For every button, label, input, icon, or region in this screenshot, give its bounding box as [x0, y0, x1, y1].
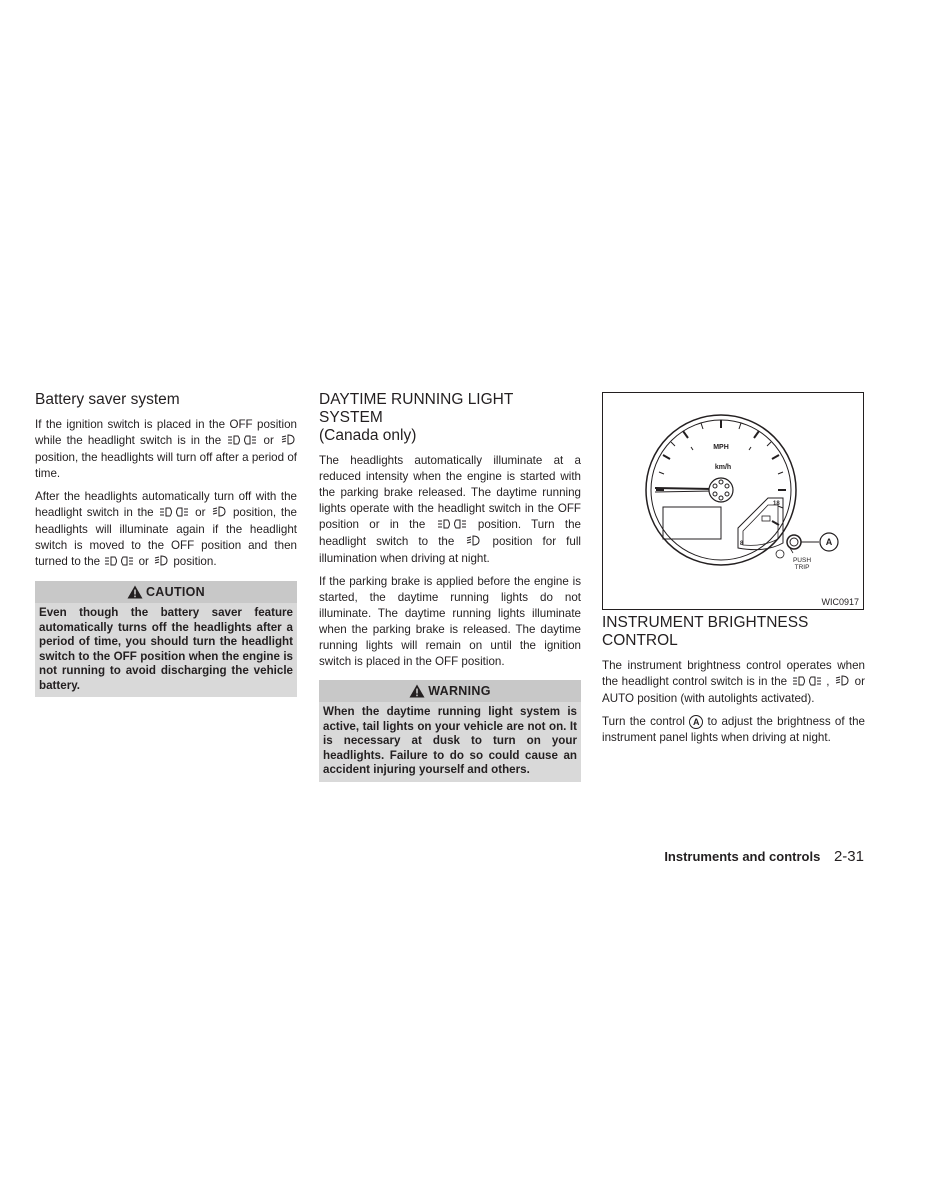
parking-light-icon: [105, 555, 133, 571]
text: position, the headlights will illuminate again if the headlight switch is moved to the OFF position and then turned to the: [35, 506, 297, 568]
instrument-brightness-heading: [602, 614, 865, 650]
text: After the headlights automatically turn off with the headlight switch in the: [35, 490, 297, 519]
text: or: [195, 506, 206, 519]
callout-a-icon: A: [689, 715, 703, 729]
text: or: [138, 555, 149, 568]
text: position, the headlights will turn off after a period of time.: [35, 451, 297, 480]
callout-a-label: A: [825, 537, 833, 547]
text: If the ignition switch is placed in the OFF position while the headlight switch is in the: [35, 418, 297, 447]
text: position. Turn the headlight switch to the: [319, 518, 581, 548]
parking-light-icon: [438, 518, 466, 534]
caution-title: CAUTION: [145, 585, 206, 599]
drl-heading: [319, 391, 581, 445]
text: or AUTO position (with autolights activated).: [602, 675, 865, 705]
text: position.: [173, 555, 217, 568]
instrument-brightness-paragraph-1: [602, 658, 865, 707]
speedometer-illustration: [603, 393, 863, 609]
text: position for full illumination when driving at night.: [319, 535, 581, 565]
section-title: Instruments and controls: [664, 849, 821, 864]
warning-triangle-icon: [127, 585, 143, 599]
warning-triangle-icon: [409, 684, 425, 698]
headlight-icon: [281, 434, 295, 450]
battery-saver-section: [35, 391, 297, 697]
battery-saver-paragraph-2: [35, 489, 297, 571]
kmh-label: km/h: [714, 464, 732, 471]
mph-label: MPH: [713, 444, 729, 451]
warning-title: WARNING: [428, 684, 491, 698]
instrument-brightness-paragraph-2: [602, 714, 865, 746]
speedometer-figure: [602, 392, 864, 610]
text: The headlights automatically illuminate at a reduced intensity when the engine is started with the parking brake released. The daytime running lights operate with the headlight switch in the OFF position or in the: [319, 454, 581, 531]
battery-saver-paragraph-1: [35, 417, 297, 482]
headlight-icon: [212, 506, 226, 522]
drl-paragraph-1: [319, 453, 581, 567]
headlight-icon: [835, 675, 849, 691]
caution-header: [35, 581, 297, 603]
text: or: [263, 434, 274, 447]
daytime-running-light-section: [319, 391, 581, 782]
battery-saver-heading: Battery saver system: [35, 391, 180, 408]
trip-label: TRIP: [794, 564, 810, 571]
page-footer: [664, 848, 864, 865]
parking-light-icon: [228, 434, 256, 450]
heading-line1: INSTRUMENT BRIGHTNESS: [602, 614, 809, 631]
gauge-high-label: 18: [773, 501, 780, 507]
headlight-icon: [154, 555, 168, 571]
text: ,: [826, 675, 830, 688]
headlight-icon: [466, 535, 480, 551]
heading-line2: CONTROL: [602, 632, 678, 649]
warning-text: When the daytime running light system is active, tail lights on your vehicle are not on. It is necessary at dusk to turn on your headlights. Failure to do so could cause an accident injuring yourself and others.: [319, 702, 581, 782]
gauge-low-label: 8: [740, 541, 744, 547]
caution-text: Even though the battery saver feature automatically turns off the headlights after a period of time, you should turn the headlight switch to the OFF position when the engine is not running to avoid discharging the vehicle battery.: [35, 603, 297, 697]
parking-light-icon: [793, 675, 821, 691]
text: to adjust the brightness of the instrument panel lights when driving at night.: [602, 715, 865, 744]
page-number: 2-31: [833, 848, 864, 865]
instrument-brightness-section: [602, 614, 865, 753]
drl-heading-line2: (Canada only): [319, 427, 417, 444]
drl-heading-line1: DAYTIME RUNNING LIGHT SYSTEM: [319, 391, 514, 426]
warning-header: [319, 680, 581, 702]
parking-light-icon: [160, 506, 188, 522]
drl-paragraph-2: If the parking brake is applied before the engine is started, the daytime running lights do not illuminate. The daytime running lights illuminate when the parking brake is released. The daytime running lights will remain on until the ignition switch is placed in the OFF position.: [319, 575, 581, 668]
figure-code: WIC0917: [821, 597, 859, 607]
text: The instrument brightness control operates when the headlight control switch is in the: [602, 659, 865, 688]
text: Turn the control: [602, 715, 685, 728]
push-label: PUSH: [792, 557, 812, 564]
